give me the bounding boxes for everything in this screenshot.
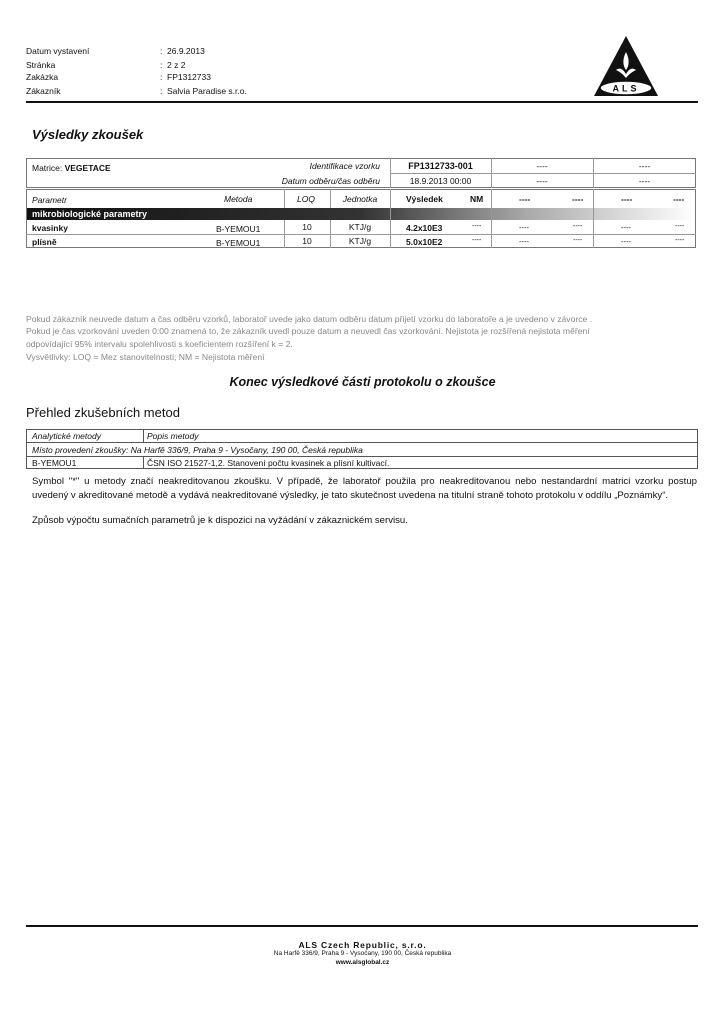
row-dash: ---- [621,223,631,232]
footer-rule [26,925,698,927]
sample-id-label: Identifikace vzorku [309,161,380,171]
methods-col-description: Popis metody [147,431,199,441]
row-dash: ---- [519,223,529,232]
als-logo [592,34,660,98]
row-unit: KTJ/g [348,236,372,246]
method-description: ČSN ISO 21527-1,2. Stanovení počtu kvasinek a plísní kultivací. [147,458,390,468]
row-dash: ---- [621,237,631,246]
divider [330,189,331,208]
divider [26,442,698,443]
row-method: B-YEMOU1 [216,224,261,234]
customer-label: Zákazník [26,86,61,96]
group-label: mikrobiologické parametry [32,209,148,219]
note-line-2: Pokud je čas vzorkování uveden 0:00 znamená to, že zákazník uvedl pouze datum a neuvedl čas vzorkování. Nejistota je rozšířená nejistota měření [26,326,590,336]
row-result: 4.2x10E3 [406,223,443,233]
row-param: plísně [32,237,57,247]
header-rule [26,101,698,103]
colon: : [160,86,163,96]
methods-paragraph-2: Způsob výpočtu sumačních parametrů je k dispozici na vyžádání v zákaznickém servisu. [32,515,408,526]
divider [390,189,391,248]
col-dash: ---- [621,194,633,204]
order-label: Zakázka [26,72,59,82]
empty-sample-id: ---- [638,161,651,171]
col-dash: ---- [673,194,685,204]
methods-paragraph-1: Symbol "*" u metody značí neakreditovanou zkoušku. V případě, že laboratoř použila pro neakreditovanou nebo nestandardní matrici vzorku postup uvedený v akreditované metodě a vydává neakreditované výsledky, je tato skutečnost uvedena na titulní straně tohoto protokolu v oddílu „Poznámky“. [32,476,697,501]
divider [143,456,144,469]
row-dash: ---- [573,223,583,230]
row-result: 5.0x10E2 [406,237,443,247]
row-loq: 10 [302,236,312,246]
divider [491,189,492,248]
col-nm: NM [470,194,484,204]
row-dash: ---- [519,237,529,246]
note-line-3: odpovídající 95% intervalu spolehlivosti s koeficientem rozšíření k = 2. [26,339,293,349]
row-method: B-YEMOU1 [216,238,261,248]
col-unit: Jednotka [342,194,378,204]
sample-date-label: Datum odběru/čas odběru [281,176,380,186]
divider [390,173,696,174]
col-loq: LOQ [297,194,315,204]
note-line-1: Pokud zákazník neuvede datum a čas odběru vzorků, laboratoř uvede jako datum odběru datum přijetí vzorku do laboratoře a je uvedeno v závorce . [26,314,593,324]
empty-sample-date: ---- [536,176,548,186]
note-line-4: Vysvětlivky: LOQ = Mez stanovitelnosti; NM = Nejistota měření [26,352,265,362]
divider [143,429,144,442]
results-heading: Výsledky zkoušek [32,127,144,142]
row-dash: ---- [675,223,685,230]
col-result: Výsledek [406,194,443,204]
page-value: 2 z 2 [167,60,186,70]
empty-sample-date: ---- [638,176,651,186]
row-unit: KTJ/g [348,222,372,232]
col-dash: ---- [519,194,531,204]
methods-col-analytical: Analytické metody [32,431,101,441]
row-loq: 10 [302,222,312,232]
footer-address: Na Harfě 336/9, Praha 9 - Vysočany, 190 00, Česká republika [273,950,452,957]
matrix-label [32,163,111,173]
page-label: Stránka [26,60,56,70]
colon: : [160,72,163,82]
col-param: Parametr [32,195,67,205]
divider [26,234,696,235]
divider [284,189,285,208]
issue-date-label: Datum vystavení [26,46,90,56]
matrix-prefix: Matrice: [32,163,65,173]
methods-location: Místo provedení zkoušky: Na Harfě 336/9, Praha 9 - Vysočany, 190 00, Česká republika [32,445,363,455]
col-method: Metoda [224,194,253,204]
footer-web: www.alsglobal.cz [335,959,390,966]
footer-company: ALS Czech Republic, s.r.o. [298,940,427,950]
colon: : [160,60,163,70]
sample-id-value: FP1312733-001 [408,161,473,171]
row-param: kvasinky [32,223,68,233]
row-dash: ---- [675,237,685,244]
row-dash: ---- [573,237,583,244]
customer-value: Salvia Paradise s.r.o. [167,86,247,96]
end-title: Konec výsledkové části protokolu o zkoušce [229,375,496,389]
matrix-value: VEGETACE [64,163,111,173]
divider [26,456,698,457]
row-nm: ---- [472,223,482,230]
order-value: FP1312733 [167,72,211,82]
issue-date-value: 26.9.2013 [167,46,205,56]
row-nm: ---- [472,237,482,244]
colon: : [160,46,163,56]
methods-heading: Přehled zkušebních metod [26,405,180,420]
empty-sample-id: ---- [536,161,548,171]
col-dash: ---- [572,194,584,204]
method-code: B-YEMOU1 [32,458,77,468]
sample-date-value: 18.9.2013 00:00 [409,176,472,186]
logo-text: ALS [612,83,640,94]
divider [593,189,594,248]
